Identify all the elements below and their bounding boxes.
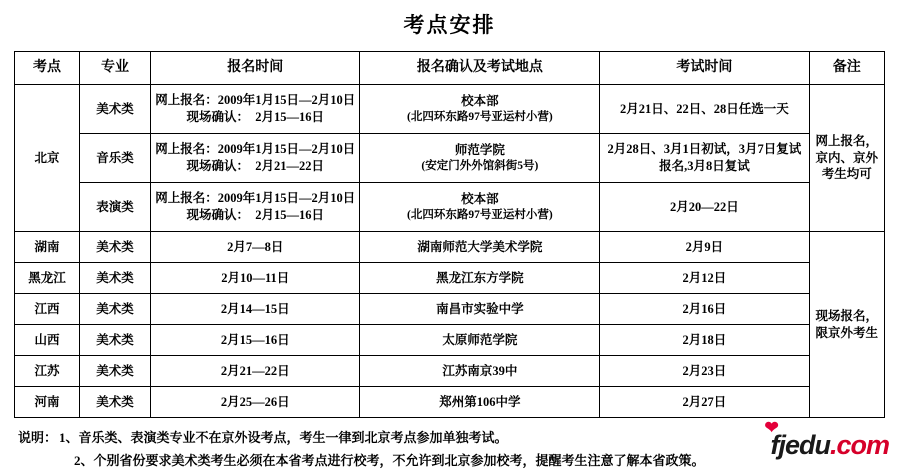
cell-place: 太原师范学院 (360, 325, 600, 356)
cell-site: 山西 (15, 325, 80, 356)
table-header-row (15, 52, 885, 85)
cell-exam-time: 2月16日 (600, 294, 809, 325)
place-line2: (北四环东路97号亚运村小营) (407, 208, 553, 221)
cell-major: 美术类 (79, 263, 150, 294)
cell-place: 郑州第106中学 (360, 387, 600, 418)
cell-major: 美术类 (79, 232, 150, 263)
cell-exam-time: 2月20—22日 (600, 183, 809, 232)
watermark-fjedu (764, 418, 889, 460)
registration-time-line2: 现场确认： 2月21—22日 (186, 159, 325, 173)
column-header-confirm-exam-place: 报名确认及考试地点 (360, 52, 600, 85)
cell-place (360, 85, 600, 134)
note-text-1: 1、音乐类、表演类专业不在京外设考点，考生一律到北京考点参加单独考试。 (59, 430, 508, 445)
registration-time-line2: 现场确认： 2月15—16日 (186, 110, 325, 124)
cell-exam-time: 2月27日 (600, 387, 809, 418)
cell-remark-beijing (809, 85, 884, 232)
exam-sites-table (14, 51, 885, 418)
note-line-1 (18, 427, 881, 450)
table-row (15, 387, 885, 418)
cell-exam-time: 2月23日 (600, 356, 809, 387)
place-line1: 师范学院 (454, 142, 505, 157)
table-row (15, 294, 885, 325)
cell-major: 音乐类 (79, 134, 150, 183)
remark-text: 网上报名，京内、京外考生均可 (815, 133, 879, 182)
cell-major: 美术类 (79, 294, 150, 325)
cell-site-beijing: 北京 (15, 85, 80, 232)
cell-major: 表演类 (79, 183, 150, 232)
cell-registration-time (151, 85, 360, 134)
place-line2: (安定门外外馆斜街5号) (421, 159, 539, 172)
heart-icon: ❤ (764, 418, 778, 437)
cell-exam-time: 2月12日 (600, 263, 809, 294)
cell-major: 美术类 (79, 85, 150, 134)
table-row (15, 325, 885, 356)
cell-registration-time: 2月7—8日 (151, 232, 360, 263)
cell-registration-time: 2月14—15日 (151, 294, 360, 325)
registration-time-line1: 网上报名：2009年1月15日—2月10日 (155, 142, 356, 157)
cell-registration-time (151, 134, 360, 183)
column-header-site: 考点 (15, 52, 80, 85)
table-row (15, 232, 885, 263)
table-body (15, 85, 885, 418)
column-header-exam-time: 考试时间 (600, 52, 809, 85)
page-title: 考点安排 (403, 13, 496, 37)
note-text-2: 2、个别省份要求美术类考生必须在本省考点进行校考，不允许到北京参加校考，提醒考生注意了解本省政策。 (74, 452, 705, 468)
table-row (15, 134, 885, 183)
cell-place (360, 134, 600, 183)
watermark-com: com (836, 430, 889, 460)
place-line1: 校本部 (461, 93, 499, 108)
cell-major: 美术类 (79, 356, 150, 387)
place-line2: (北四环东路97号亚运村小营) (407, 110, 553, 123)
registration-time-line2: 现场确认： 2月15—16日 (186, 208, 325, 222)
table-row (15, 356, 885, 387)
cell-registration-time (151, 183, 360, 232)
watermark-dot: . (829, 430, 837, 460)
cell-registration-time: 2月21—22日 (151, 356, 360, 387)
notes-section (18, 427, 881, 473)
cell-exam-time: 2月9日 (600, 232, 809, 263)
cell-major: 美术类 (79, 387, 150, 418)
cell-site: 黑龙江 (15, 263, 80, 294)
cell-site: 江苏 (15, 356, 80, 387)
watermark-main: fjedu (770, 430, 830, 460)
cell-place: 江苏南京39中 (360, 356, 600, 387)
registration-time-line1: 网上报名：2009年1月15日—2月10日 (155, 93, 356, 108)
cell-remark-provinces (809, 232, 884, 418)
note-line-2 (18, 450, 881, 473)
cell-place: 南昌市实验中学 (360, 294, 600, 325)
column-header-major: 专业 (79, 52, 150, 85)
table-row (15, 263, 885, 294)
cell-exam-time: 2月21日、22日、28日任选一天 (600, 85, 809, 134)
cell-site: 河南 (15, 387, 80, 418)
cell-place: 黑龙江东方学院 (360, 263, 600, 294)
exam-sites-table-container (14, 51, 885, 418)
remark-text: 现场报名，限京外考生 (815, 308, 879, 340)
cell-registration-time: 2月15—16日 (151, 325, 360, 356)
column-header-registration-time: 报名时间 (151, 52, 360, 85)
column-header-remark: 备注 (809, 52, 884, 85)
registration-time-line1: 网上报名：2009年1月15日—2月10日 (155, 191, 356, 206)
table-row (15, 183, 885, 232)
table-row (15, 85, 885, 134)
cell-major: 美术类 (79, 325, 150, 356)
cell-place (360, 183, 600, 232)
cell-place: 湖南师范大学美术学院 (360, 232, 600, 263)
place-line1: 校本部 (461, 191, 499, 206)
table-header (15, 52, 885, 85)
cell-site: 湖南 (15, 232, 80, 263)
cell-registration-time: 2月25—26日 (151, 387, 360, 418)
notes-label: 说明： (18, 430, 58, 445)
cell-exam-time: 2月18日 (600, 325, 809, 356)
cell-registration-time: 2月10—11日 (151, 263, 360, 294)
cell-exam-time: 2月28日、3月1日初试，3月7日复试报名,3月8日复试 (600, 134, 809, 183)
cell-site: 江西 (15, 294, 80, 325)
